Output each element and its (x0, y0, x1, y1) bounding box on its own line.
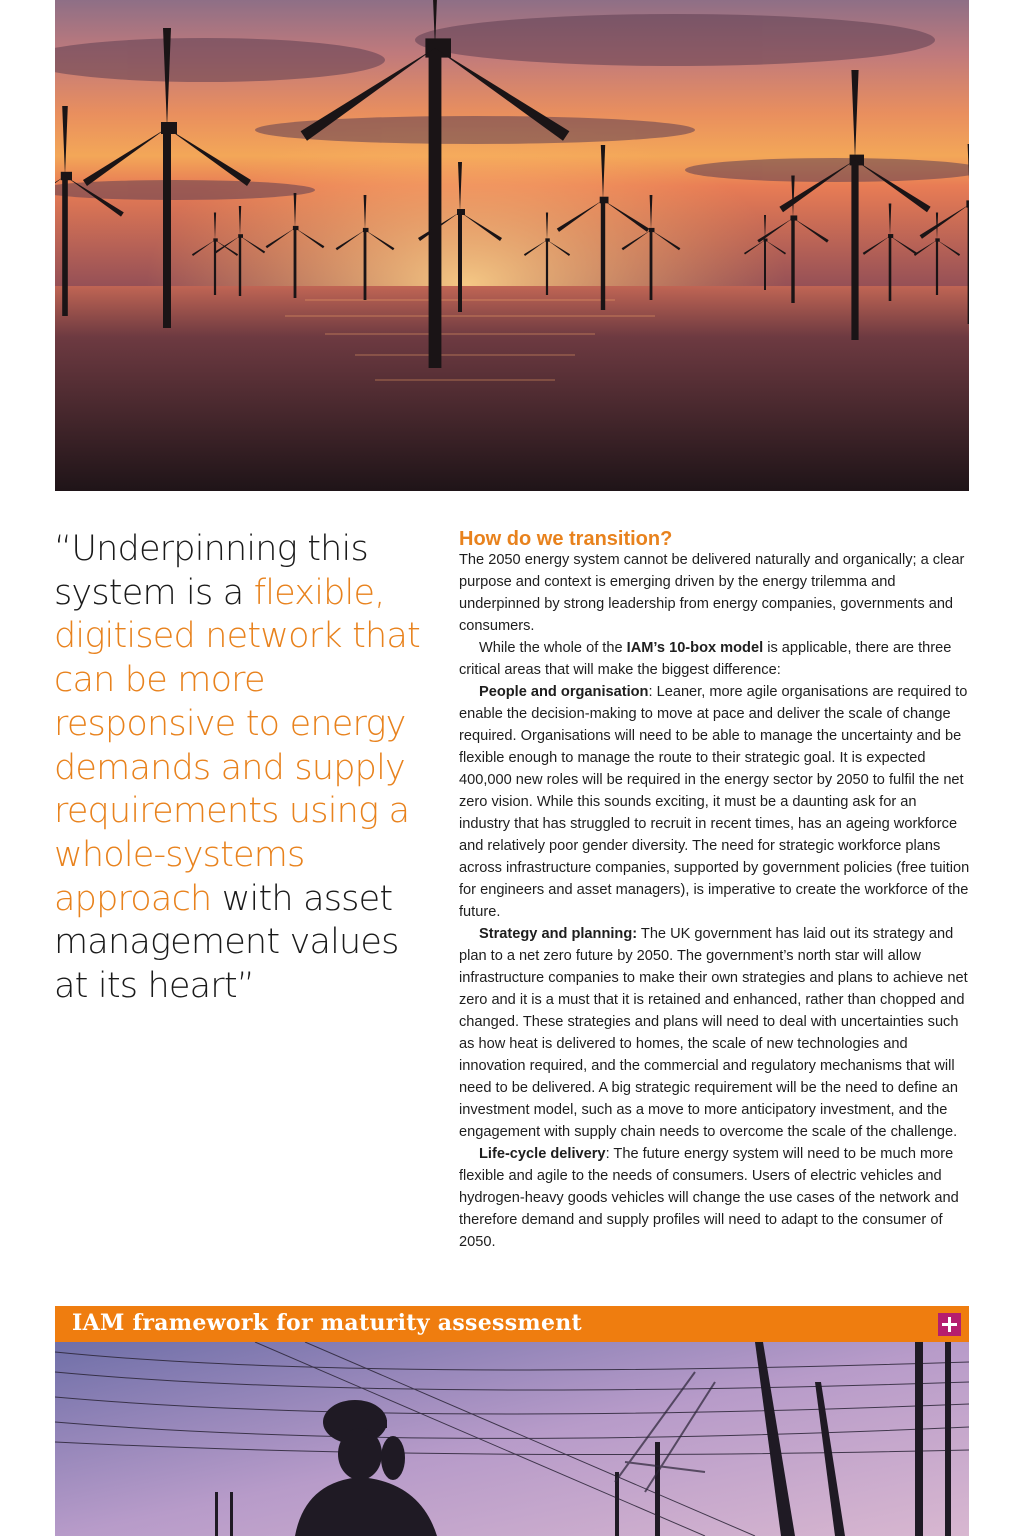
bottom-image-engineer-power-lines (55, 1342, 969, 1536)
article-body (459, 526, 971, 1253)
strategy-heading: Strategy and planning: (479, 926, 638, 942)
paragraph-people (459, 681, 971, 923)
section-heading: How do we transition? (459, 528, 673, 550)
iam-model-bold: IAM’s 10-box model (626, 640, 764, 656)
people-heading: People and organisation (479, 684, 649, 700)
strategy-text: The UK government has laid out its strategy and plan to a net zero future by 2050. The government’s north star will allow infrastructure companies to make their own strategies and plans to achieve net zero and it is a must that it is retained and enhanced, rather than chopped and changed. These strategies and plans will need to deal with uncertainties such as how heat is delivered to homes, the scale of new technologies and innovation required, and the commercial and regulatory mechanisms that will need to be delivered. A big strategic requirement will be the need to define an investment model, such as a move to more anticipatory investment, and the engagement with supply chain needs to overcome the scale of the challenge. (459, 926, 968, 1140)
paragraph-strategy (459, 923, 971, 1143)
framework-box-title: IAM framework for maturity assessment (72, 1310, 583, 1336)
lifecycle-text: : The future energy system will need to be much more flexible and agile to the needs of consumers. Users of electric vehicles and hydrogen-heavy goods vehicles will change the use cases of the network and therefore demand and supply profiles will need to adapt to the consumer of 2050. (459, 1146, 959, 1250)
plus-icon[interactable] (938, 1313, 961, 1336)
hero-image-wind-turbines (55, 0, 969, 491)
paragraph-intro: The 2050 energy system cannot be delivered naturally and organically; a clear purpose and context is emerging driven by the energy trilemma and underpinned by strong leadership from energy companies, governments and consumers. (459, 552, 965, 634)
lifecycle-heading: Life-cycle delivery (479, 1146, 606, 1162)
quote-text-start: “Underpinning this system is a (54, 529, 368, 613)
quote-highlight: flexible, digitised network that can be more responsive to energy demands and supply requirements using a whole-systems approach (54, 572, 420, 919)
paragraph-lifecycle (459, 1143, 971, 1253)
framework-box-header (55, 1306, 969, 1342)
quote-text-end: with asset management values at its heart” (54, 878, 399, 1007)
pull-quote (54, 528, 434, 1009)
paragraph-model (459, 637, 971, 681)
paragraph-model-text-start: While the whole of the (479, 640, 627, 656)
people-text: : Leaner, more agile organisations are required to enable the decision-making to move at pace and deliver the scale of change required. Organisations will need to be able to manage the uncertainty and be flexible enough to manage the route to their strategic goal. It is expected 400,000 new roles will be required in the energy sector by 2050 to fulfil the net zero vision. While this sounds exciting, it must be a daunting ask for an industry that has struggled to recruit in recent times, has an ageing workforce and relatively poor gender diversity. The need for strategic workforce plans across infrastructure companies, supported by government policies (free tuition for engineers and asset managers), is imperative to create the workforce of the future. (459, 684, 970, 920)
paragraph-model-text-end: is applicable, there are three critical areas that will make the biggest difference: (459, 640, 952, 678)
